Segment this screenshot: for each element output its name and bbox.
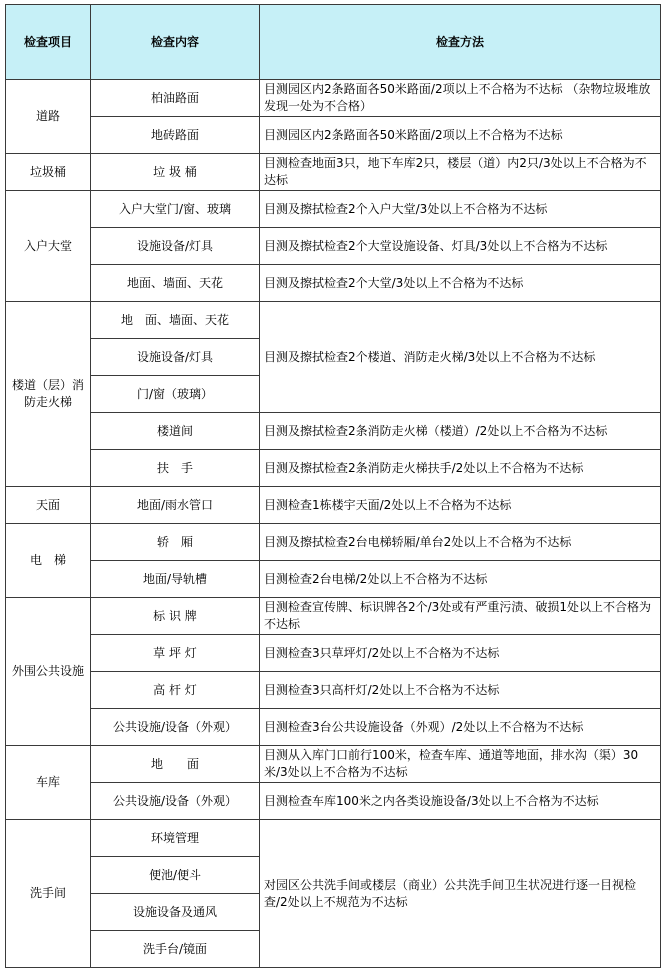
item-cell: 公共设施/设备（外观） bbox=[91, 709, 260, 746]
table-row bbox=[6, 450, 661, 487]
table-row bbox=[6, 598, 661, 635]
item-cell: 设施设备/灯具 bbox=[91, 339, 260, 376]
category-rooftop: 天面 bbox=[6, 487, 91, 524]
table-row bbox=[6, 413, 661, 450]
method-cell: 目测及擦拭检查2台电梯轿厢/单台2处以上不合格为不达标 bbox=[260, 524, 661, 561]
table-row bbox=[6, 783, 661, 820]
table-row bbox=[6, 154, 661, 191]
method-cell: 目测园区内2条路面各50米路面/2项以上不合格为不达标 bbox=[260, 117, 661, 154]
item-cell: 轿 厢 bbox=[91, 524, 260, 561]
table-row bbox=[6, 709, 661, 746]
item-cell: 地面/导轨槽 bbox=[91, 561, 260, 598]
method-cell: 目测及擦拭检查2个大堂设施设备、灯具/3处以上不合格为不达标 bbox=[260, 228, 661, 265]
method-cell: 目测检查车库100米之内各类设施设备/3处以上不合格为不达标 bbox=[260, 783, 661, 820]
table-row bbox=[6, 228, 661, 265]
table-row bbox=[6, 265, 661, 302]
item-cell: 地面/雨水管口 bbox=[91, 487, 260, 524]
header-category: 检查项目 bbox=[6, 5, 91, 80]
item-cell: 设施设备/灯具 bbox=[91, 228, 260, 265]
table-row bbox=[6, 561, 661, 598]
table-row bbox=[6, 524, 661, 561]
method-cell: 目测及擦拭检查2个楼道、消防走火梯/3处以上不合格为不达标 bbox=[260, 302, 661, 413]
item-cell: 公共设施/设备（外观） bbox=[91, 783, 260, 820]
item-cell: 洗手台/镜面 bbox=[91, 931, 260, 968]
method-cell: 目测及擦拭检查2个大堂/3处以上不合格为不达标 bbox=[260, 265, 661, 302]
method-cell: 目测检查3台公共设施设备（外观）/2处以上不合格为不达标 bbox=[260, 709, 661, 746]
item-cell: 地砖路面 bbox=[91, 117, 260, 154]
method-cell: 目测检查2台电梯/2处以上不合格为不达标 bbox=[260, 561, 661, 598]
table-row bbox=[6, 80, 661, 117]
method-cell: 目测及擦拭检查2条消防走火梯扶手/2处以上不合格为不达标 bbox=[260, 450, 661, 487]
method-cell: 对园区公共洗手间或楼层（商业）公共洗手间卫生状况进行逐一目视检查/2处以上不规范为不达标 bbox=[260, 820, 661, 968]
item-cell: 环境管理 bbox=[91, 820, 260, 857]
item-cell: 门/窗（玻璃） bbox=[91, 376, 260, 413]
method-cell: 目测及擦拭检查2个入户大堂/3处以上不合格为不达标 bbox=[260, 191, 661, 228]
category-trash: 垃圾桶 bbox=[6, 154, 91, 191]
method-cell: 目测检查3只草坪灯/2处以上不合格为不达标 bbox=[260, 635, 661, 672]
table-row bbox=[6, 487, 661, 524]
category-restroom: 洗手间 bbox=[6, 820, 91, 968]
item-cell: 地面、墙面、天花 bbox=[91, 265, 260, 302]
method-cell: 目测检查地面3只，地下车库2只，楼层（道）内2只/3处以上不合格为不达标 bbox=[260, 154, 661, 191]
table-row bbox=[6, 820, 661, 857]
item-cell: 扶 手 bbox=[91, 450, 260, 487]
table-row bbox=[6, 635, 661, 672]
category-stairway: 楼道（层）消防走火梯 bbox=[6, 302, 91, 487]
table-row bbox=[6, 117, 661, 154]
category-outdoor-facilities: 外围公共设施 bbox=[6, 598, 91, 746]
table-row bbox=[6, 302, 661, 339]
item-cell: 设施设备及通风 bbox=[91, 894, 260, 931]
inspection-table bbox=[5, 4, 661, 968]
item-cell: 地 面 bbox=[91, 746, 260, 783]
method-cell: 目测从入库门口前行100米，检查车库、通道等地面，排水沟（渠）30米/3处以上不合格为不达标 bbox=[260, 746, 661, 783]
method-cell: 目测检查1栋楼宇天面/2处以上不合格为不达标 bbox=[260, 487, 661, 524]
item-cell: 柏油路面 bbox=[91, 80, 260, 117]
category-garage: 车库 bbox=[6, 746, 91, 820]
header-row bbox=[6, 5, 661, 80]
item-cell: 便池/便斗 bbox=[91, 857, 260, 894]
method-cell: 目测检查3只高杆灯/2处以上不合格为不达标 bbox=[260, 672, 661, 709]
item-cell: 高 杆 灯 bbox=[91, 672, 260, 709]
method-cell: 目测园区内2条路面各50米路面/2项以上不合格为不达标 （杂物垃圾堆放发现一处为不合格） bbox=[260, 80, 661, 117]
header-content: 检查内容 bbox=[91, 5, 260, 80]
category-road: 道路 bbox=[6, 80, 91, 154]
method-cell: 目测及擦拭检查2条消防走火梯（楼道）/2处以上不合格为不达标 bbox=[260, 413, 661, 450]
item-cell: 标 识 牌 bbox=[91, 598, 260, 635]
item-cell: 楼道间 bbox=[91, 413, 260, 450]
table-row bbox=[6, 746, 661, 783]
item-cell: 地 面、墙面、天花 bbox=[91, 302, 260, 339]
header-method: 检查方法 bbox=[260, 5, 661, 80]
item-cell: 垃 圾 桶 bbox=[91, 154, 260, 191]
table-row bbox=[6, 191, 661, 228]
method-cell: 目测检查宣传牌、标识牌各2个/3处或有严重污渍、破损1处以上不合格为不达标 bbox=[260, 598, 661, 635]
item-cell: 草 坪 灯 bbox=[91, 635, 260, 672]
category-elevator: 电 梯 bbox=[6, 524, 91, 598]
item-cell: 入户大堂门/窗、玻璃 bbox=[91, 191, 260, 228]
table-row bbox=[6, 672, 661, 709]
category-lobby: 入户大堂 bbox=[6, 191, 91, 302]
